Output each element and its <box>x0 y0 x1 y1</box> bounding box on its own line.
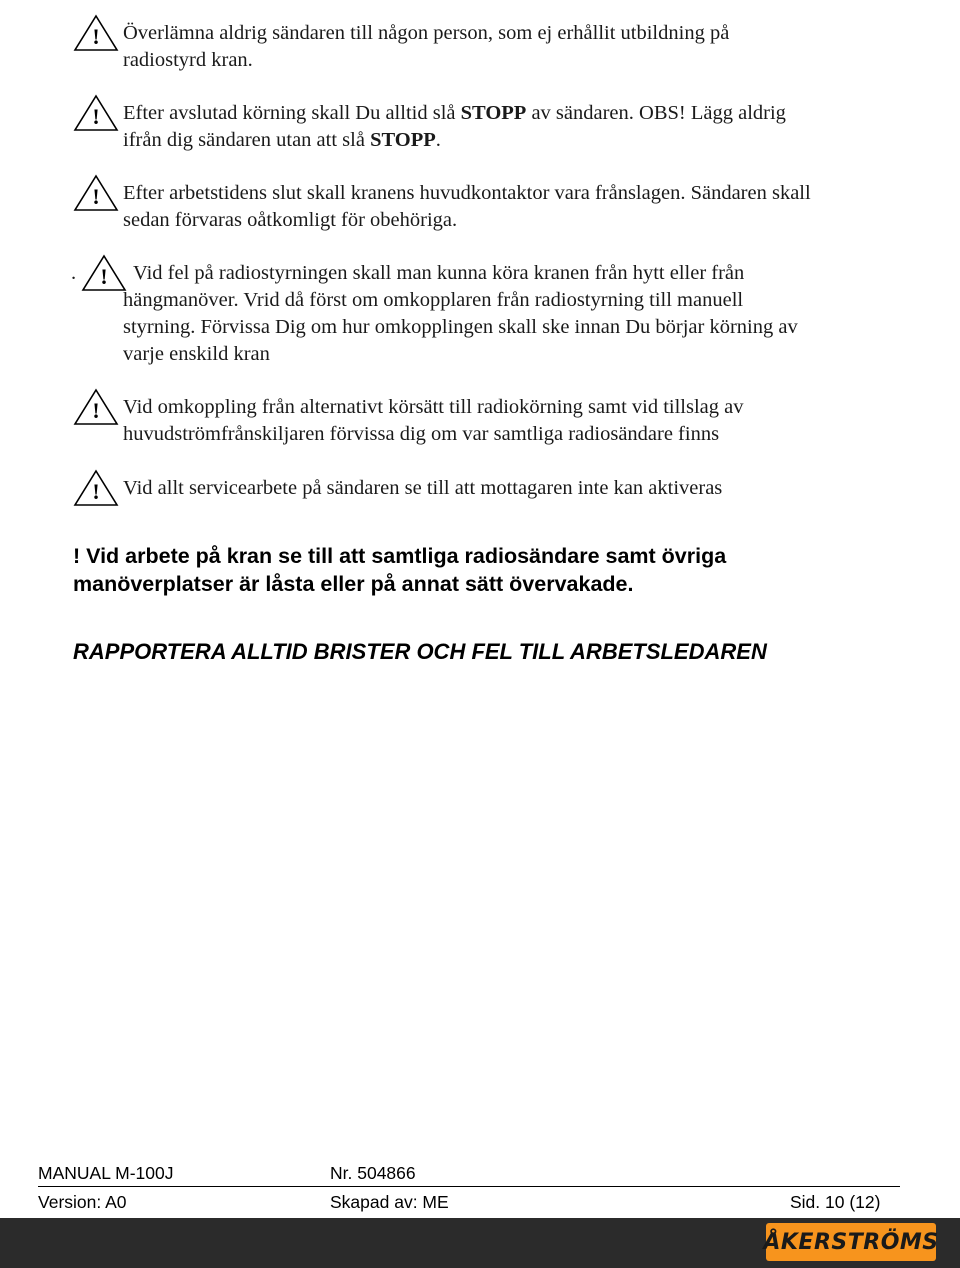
page-number: Sid. 10 (12) <box>790 1192 881 1212</box>
text-run: Vid omkoppling från alternativt körsätt till radiokörning samt vid tillslag av <box>123 396 744 418</box>
warning-line <box>73 260 923 287</box>
svg-text:!: ! <box>92 184 100 209</box>
text-run: . <box>435 129 441 151</box>
warning-line <box>73 314 923 341</box>
warning-triangle-icon <box>73 14 119 52</box>
warning-line <box>73 180 923 207</box>
text-run: huvudströmfrånskiljaren förvissa dig om var samtliga radiosändare finns <box>123 423 720 445</box>
emphasis-text: STOPP <box>370 129 436 151</box>
version: Version: A0 <box>38 1192 127 1212</box>
text-run: radiostyrd kran. <box>123 49 253 71</box>
warning-line <box>73 421 923 448</box>
warning-line <box>73 100 923 127</box>
warning-text <box>73 394 923 448</box>
warning-item-5 <box>73 394 923 448</box>
text-run: av sändaren. OBS! Lägg aldrig <box>526 102 786 124</box>
text-run: Efter avslutad körning skall Du alltid slå <box>123 102 461 124</box>
warning-item-3 <box>73 180 923 234</box>
report-heading: RAPPORTERA ALLTID BRISTER OCH FEL TILL ARBETSLEDAREN <box>73 639 767 664</box>
text-run: Överlämna aldrig sändaren till någon person, som ej erhållit utbildning på <box>123 22 730 44</box>
svg-text:!: ! <box>100 264 108 289</box>
text-run: styrning. Förvissa Dig om hur omkopplingen skall ske innan Du börjar körning av <box>123 316 798 338</box>
warning-triangle-icon <box>73 174 119 212</box>
document-number: Nr. 504866 <box>330 1163 416 1183</box>
warning-item-6 <box>73 475 923 502</box>
warning-item-1 <box>73 20 923 74</box>
warning-text <box>73 100 923 154</box>
text-run: Vid fel på radiostyrningen skall man kunna köra kranen från hytt eller från <box>133 262 745 284</box>
created-by: Skapad av: ME <box>330 1192 449 1212</box>
footer-row-1 <box>38 1162 900 1187</box>
text-run: hängmanöver. Vrid då först om omkopplaren från radiostyrning till manuell <box>123 289 744 311</box>
warning-item-2 <box>73 100 923 154</box>
bold-note-line-2: manöverplatser är låsta eller på annat sätt övervakade. <box>73 572 634 596</box>
warning-line <box>73 127 923 154</box>
warning-triangle-icon <box>81 254 127 292</box>
warning-triangle-icon <box>73 94 119 132</box>
manual-id: MANUAL M-100J <box>38 1163 174 1183</box>
text-run: sedan förvaras oåtkomligt för obehöriga. <box>123 209 458 231</box>
warning-text <box>73 20 923 74</box>
warning-text <box>73 260 923 368</box>
svg-text:!: ! <box>92 479 100 504</box>
warning-triangle-icon <box>73 388 119 426</box>
warning-triangle-icon <box>73 469 119 507</box>
logo-text: ÅKERSTRÖMS <box>763 1229 939 1255</box>
warning-line <box>73 207 923 234</box>
warning-line <box>73 47 923 74</box>
text-run: Vid allt servicearbete på sändaren se till att mottagaren inte kan aktiveras <box>123 477 723 499</box>
bold-note-line-1: ! Vid arbete på kran se till att samtliga radiosändare samt övriga <box>73 544 727 568</box>
emphasis-text: STOPP <box>460 102 527 124</box>
svg-text:!: ! <box>92 104 100 129</box>
warning-line <box>73 475 923 502</box>
text-run: Efter arbetstidens slut skall kranens huvudkontaktor vara frånslagen. Sändaren skall <box>123 182 811 204</box>
warning-line <box>73 287 923 314</box>
akerstroms-logo <box>763 1223 939 1261</box>
svg-text:!: ! <box>92 398 100 423</box>
text-run: varje enskild kran <box>123 343 270 365</box>
warning-line <box>73 394 923 421</box>
warning-prefix: . <box>71 262 77 284</box>
warning-item-4 <box>73 260 923 368</box>
warning-text <box>73 475 923 502</box>
text-run: ifrån dig sändaren utan att slå <box>123 129 371 151</box>
bold-safety-note <box>73 542 873 598</box>
warning-text <box>73 180 923 234</box>
svg-text:!: ! <box>92 24 100 49</box>
warning-line <box>73 20 923 47</box>
warning-line <box>73 341 923 368</box>
